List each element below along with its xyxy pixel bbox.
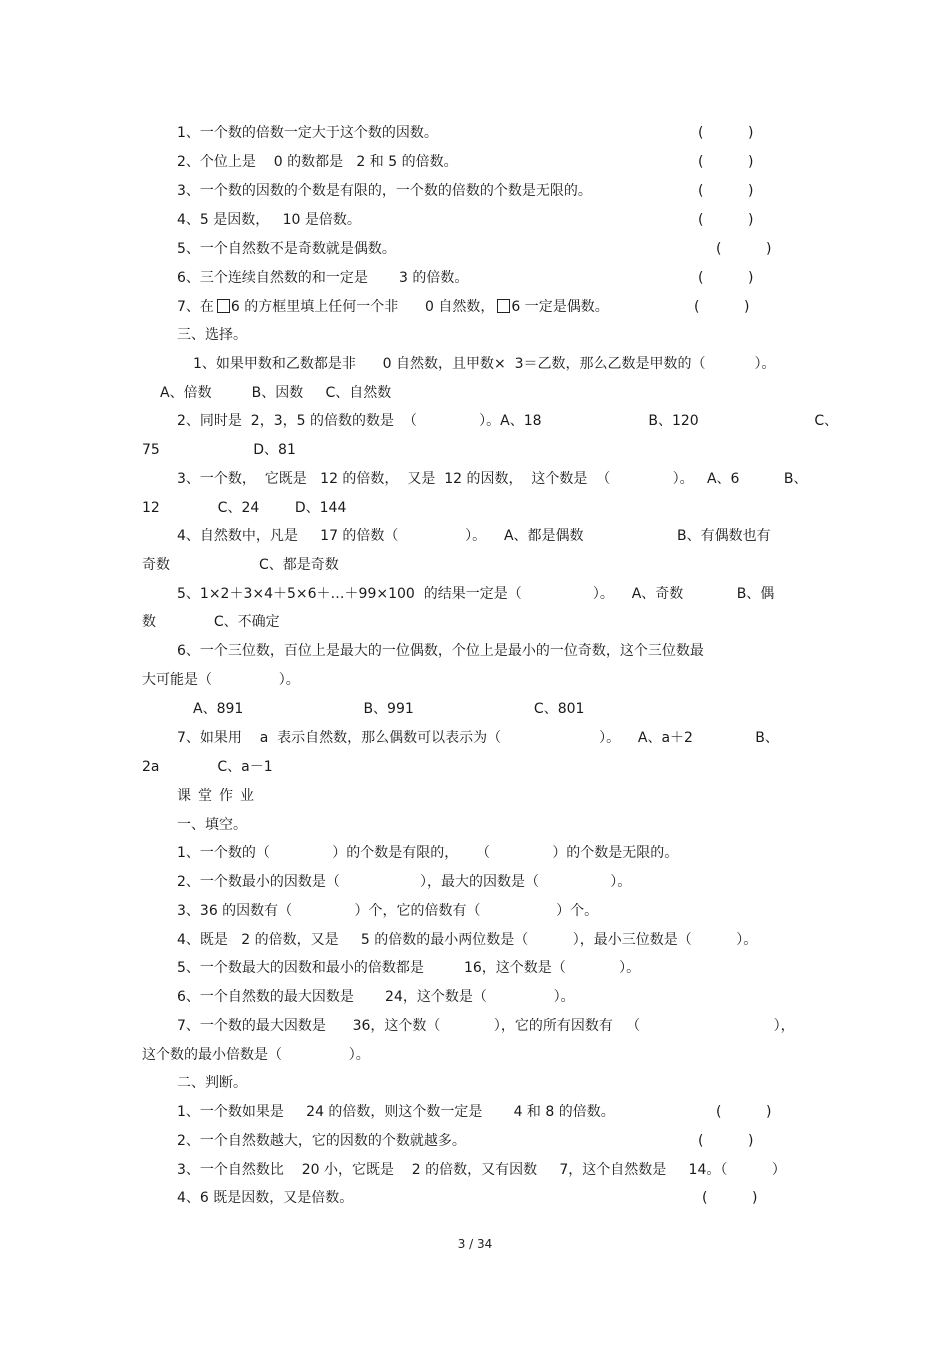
fill-line: 7、一个数的最大因数是 36，这个数（ ），它的所有因数有 （ ）， [177,1018,795,1034]
answer-paren: ( ) [698,154,754,170]
judge-item-2: 2、一个自然数越大，它的因数的个数就越多。 [177,1133,466,1149]
fill-line: 2、一个数最小的因数是（ ），最大的因数是（ ）。 [177,874,632,890]
square-box-icon [497,299,510,313]
judge-item-4: 4、6 既是因数，又是倍数。 [177,1190,354,1206]
fill-line: 6、一个自然数的最大因数是 24，这个数是（ ）。 [177,989,575,1005]
answer-paren: ( ) [702,1190,758,1206]
choice-line: 3、一个数， 它既是 12 的倍数， 又是 12 的因数， 这个数是 （ ）。 A、6 B、 [177,471,808,487]
choice-line: 2、同时是 2，3，5 的倍数的数是 （ ）。A、18 B、120 C、 [177,413,839,429]
judge-item-3: 3、一个数的因数的个数是有限的，一个数的倍数的个数是无限的。 [177,183,592,199]
choice-line: A、倍数 B、因数 C、自然数 [160,385,392,401]
answer-paren: ( ) [698,183,754,199]
answer-paren: ( ) [698,125,754,141]
choice-line: 12 C、24 D、144 [142,500,347,516]
fill-line: 3、36 的因数有（ ）个，它的倍数有（ ）个。 [177,903,599,919]
choice-line: 6、一个三位数，百位上是最大的一位偶数，个位上是最小的一位奇数，这个三位数最 [177,643,704,659]
page-number: 3 / 34 [457,1237,493,1251]
judge-item-4: 4、5 是因数， 10 是倍数。 [177,212,361,228]
judge-item-3: 3、一个自然数比 20 小，它既是 2 的倍数，又有因数 7，这个自然数是 14。（ ） [177,1162,786,1178]
choice-line: 4、自然数中，凡是 17 的倍数（ ）。 A、都是偶数 B、有偶数也有 [177,528,771,544]
answer-paren: ( ) [698,212,754,228]
choice-line: 数 C、不确定 [142,614,280,630]
answer-paren: ( ) [698,1133,754,1149]
answer-paren: ( ) [694,299,750,315]
choice-line: 1、如果甲数和乙数都是非 0 自然数，且甲数× 3＝乙数，那么乙数是甲数的（ ）。 [193,356,776,372]
section-title: 三、选择。 [177,327,247,343]
section-title: 一、填空。 [177,817,247,833]
choice-line: 7、如果用 a 表示自然数，那么偶数可以表示为（ ）。 A、a＋2 B、 [177,730,779,746]
choice-line: 2a C、a－1 [142,759,273,775]
judge-item-1: 1、一个数的倍数一定大于这个数的因数。 [177,125,438,141]
choice-line: 75 D、81 [142,442,296,458]
fill-line: 5、一个数最大的因数和最小的倍数都是 16，这个数是（ ）。 [177,960,641,976]
choice-line: 大可能是（ ）。 [142,672,300,688]
judge-item-1: 1、一个数如果是 24 的倍数，则这个数一定是 4 和 8 的倍数。 [177,1104,615,1120]
fill-line: 1、一个数的（ ）的个数是有限的， （ ）的个数是无限的。 [177,845,679,861]
judge-item-2: 2、个位上是 0 的数都是 2 和 5 的倍数。 [177,154,458,170]
square-box-icon [217,299,230,313]
fill-line: 这个数的最小倍数是（ ）。 [142,1047,370,1063]
answer-paren: ( ) [716,1104,772,1120]
answer-paren: ( ) [698,270,754,286]
judge-item-7: 7、在 6 的方框里填上任何一个非 0 自然数， 6 一定是偶数。 [177,299,609,315]
answer-paren: ( ) [716,241,772,257]
classwork-heading: 课堂作业 [177,788,261,804]
judge-item-5: 5、一个自然数不是奇数就是偶数。 [177,241,396,257]
choice-line: 奇数 C、都是奇数 [142,557,339,573]
judge-item-6: 6、三个连续自然数的和一定是 3 的倍数。 [177,270,469,286]
fill-line: 4、既是 2 的倍数，又是 5 的倍数的最小两位数是（ ），最小三位数是（ ）。 [177,932,758,948]
choice-line: A、891 B、991 C、801 [193,701,585,717]
section-title: 二、判断。 [177,1075,247,1091]
choice-line: 5、1×2＋3×4＋5×6＋…＋99×100 的结果一定是（ ）。 A、奇数 B、偶 [177,586,775,602]
